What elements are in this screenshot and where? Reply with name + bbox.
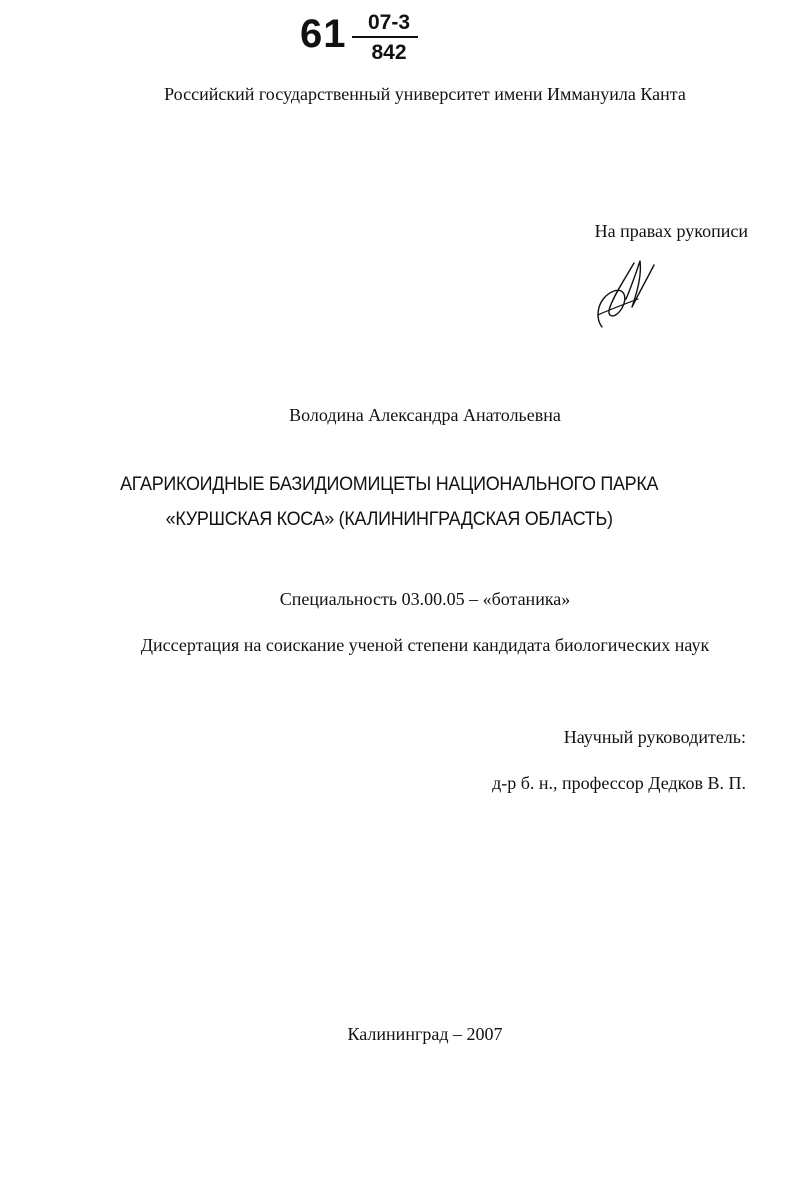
dissertation-title-line-1: АГАРИКОИДНЫЕ БАЗИДИОМИЦЕТЫ НАЦИОНАЛЬНОГО ПАРКА	[120, 473, 659, 495]
author-name: Володина Александра Анатольевна	[289, 405, 561, 425]
dissertation-title-line-2: «КУРШСКАЯ КОСА» (КАЛИНИНГРАДСКАЯ ОБЛАСТЬ)	[165, 508, 613, 530]
signature-image	[592, 255, 662, 335]
institution-name: Российский государственный университет имени Иммануила Канта	[164, 84, 686, 104]
supervisor-label: Научный руководитель:	[563, 727, 746, 747]
archive-stamp-number: 61	[300, 12, 347, 56]
archive-stamp-fraction	[352, 10, 418, 63]
stamp-numerator: 07-3	[367, 11, 411, 34]
specialty: Специальность 03.00.05 – «ботаника»	[279, 589, 571, 609]
place-year: Калининград – 2007	[347, 1024, 503, 1044]
supervisor-name: д-р б. н., профессор Дедков В. П.	[492, 773, 746, 793]
manuscript-note: На правах рукописи	[594, 221, 748, 241]
degree-statement: Диссертация на соискание ученой степени кандидата биологических наук	[140, 635, 710, 655]
stamp-denominator: 842	[371, 41, 407, 64]
